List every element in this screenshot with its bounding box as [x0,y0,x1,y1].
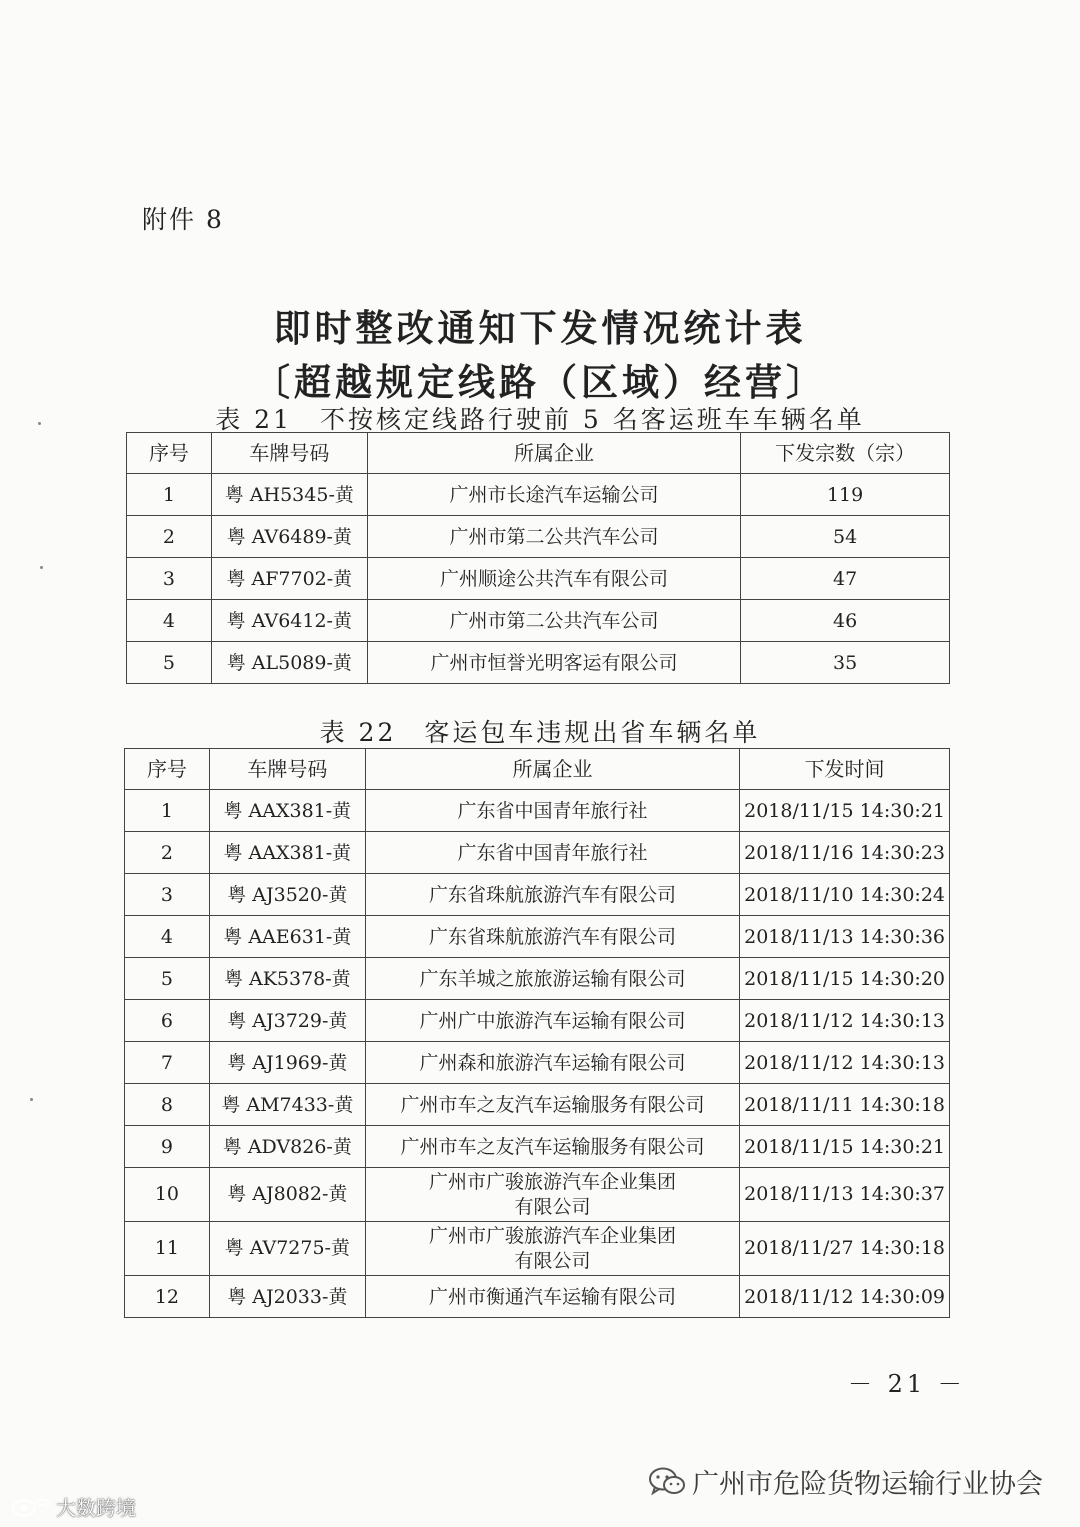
company-name: 广州市恒誉光明客运有限公司 [367,642,740,684]
table-header-row [127,433,950,474]
row-index: 2 [127,516,212,558]
plate-number: 粤 AL5089-黄 [211,642,367,684]
plate-number: 粤 AM7433-黄 [209,1084,365,1126]
table-row [125,1042,950,1084]
value-cell: 2018/11/15 14:30:20 [740,958,950,1000]
row-index: 3 [127,558,212,600]
scan-speck [38,422,41,425]
table-row [127,600,950,642]
row-index: 11 [125,1222,210,1276]
header-cell: 所属企业 [367,433,740,474]
table-row [127,642,950,684]
plate-number: 粤 AJ2033-黄 [209,1276,365,1318]
plate-number: 粤 AJ3729-黄 [209,1000,365,1042]
scan-speck [40,566,43,569]
table-header-row [125,749,950,790]
table-row [127,558,950,600]
row-index: 8 [125,1084,210,1126]
company-name: 广州市广骏旅游汽车企业集团 有限公司 [365,1222,739,1276]
table-row [125,1000,950,1042]
header-cell: 下发宗数（宗） [741,433,950,474]
value-cell: 2018/11/11 14:30:18 [740,1084,950,1126]
row-index: 4 [127,600,212,642]
wechat-icon [648,1466,686,1498]
plate-number: 粤 ADV826-黄 [209,1126,365,1168]
value-cell: 54 [741,516,950,558]
header-cell: 车牌号码 [209,749,365,790]
table-row [125,832,950,874]
value-cell: 2018/11/10 14:30:24 [740,874,950,916]
company-name: 广州广中旅游汽车运输有限公司 [365,1000,739,1042]
header-cell: 下发时间 [740,749,950,790]
plate-number: 粤 AAX381-黄 [209,790,365,832]
row-index: 2 [125,832,210,874]
company-name: 广州顺途公共汽车有限公司 [367,558,740,600]
row-index: 10 [125,1168,210,1222]
company-name: 广州市广骏旅游汽车企业集团 有限公司 [365,1168,739,1222]
company-name: 广州森和旅游汽车运输有限公司 [365,1042,739,1084]
table-row [127,516,950,558]
row-index: 7 [125,1042,210,1084]
company-name: 广东省中国青年旅行社 [365,832,739,874]
value-cell: 47 [741,558,950,600]
table-row [125,958,950,1000]
row-index: 5 [125,958,210,1000]
row-index: 5 [127,642,212,684]
row-index: 1 [125,790,210,832]
company-name: 广东省中国青年旅行社 [365,790,739,832]
table22 [124,748,950,1318]
value-cell: 2018/11/13 14:30:37 [740,1168,950,1222]
source-name: 大数跨境 [56,1496,136,1520]
row-index: 4 [125,916,210,958]
table-row [125,1084,950,1126]
page-title: 即时整改通知下发情况统计表 [273,306,807,350]
value-cell: 2018/11/15 14:30:21 [740,1126,950,1168]
wechat-watermark [648,1462,1043,1501]
plate-number: 粤 AJ3520-黄 [209,874,365,916]
value-cell: 2018/11/13 14:30:36 [740,916,950,958]
company-name: 广州市第二公共汽车公司 [367,600,740,642]
value-cell: 119 [741,474,950,516]
company-name: 广东省珠航旅游汽车有限公司 [365,916,739,958]
table-row [125,1126,950,1168]
plate-number: 粤 AJ1969-黄 [209,1042,365,1084]
header-cell: 序号 [127,433,212,474]
row-index: 9 [125,1126,210,1168]
value-cell: 2018/11/16 14:30:23 [740,832,950,874]
company-name: 广州市车之友汽车运输服务有限公司 [365,1126,739,1168]
row-index: 3 [125,874,210,916]
scan-speck [30,1098,33,1101]
table21 [126,432,950,684]
company-name: 广东羊城之旅旅游运输有限公司 [365,958,739,1000]
company-name: 广州市长途汽车运输公司 [367,474,740,516]
table-row [125,874,950,916]
header-cell: 所属企业 [365,749,739,790]
wechat-account-name: 广州市危险货物运输行业协会 [692,1469,1043,1500]
table-row [125,790,950,832]
page-number: － 21 － [848,1370,966,1398]
row-index: 12 [125,1276,210,1318]
table22-caption: 表 22 客运包车违规出省车辆名单 [319,718,761,747]
table-row [125,1276,950,1318]
plate-number: 粤 AV6412-黄 [211,600,367,642]
value-cell: 2018/11/12 14:30:13 [740,1000,950,1042]
plate-number: 粤 AV7275-黄 [209,1222,365,1276]
plate-number: 粤 AV6489-黄 [211,516,367,558]
plate-number: 粤 AAX381-黄 [209,832,365,874]
header-cell: 序号 [125,749,210,790]
plate-number: 粤 AH5345-黄 [211,474,367,516]
plate-number: 粤 AAE631-黄 [209,916,365,958]
company-name: 广州市第二公共汽车公司 [367,516,740,558]
row-index: 6 [125,1000,210,1042]
table-row [125,916,950,958]
value-cell: 2018/11/15 14:30:21 [740,790,950,832]
table-row [125,1222,950,1276]
value-cell: 2018/11/12 14:30:13 [740,1042,950,1084]
source-watermark [10,1492,136,1521]
value-cell: 35 [741,642,950,684]
value-cell: 2018/11/12 14:30:09 [740,1276,950,1318]
plate-number: 粤 AK5378-黄 [209,958,365,1000]
company-name: 广州市车之友汽车运输服务有限公司 [365,1084,739,1126]
plate-number: 粤 AJ8082-黄 [209,1168,365,1222]
company-name: 广州市衡通汽车运输有限公司 [365,1276,739,1318]
table-row [127,474,950,516]
value-cell: 46 [741,600,950,642]
table21-caption: 表 21 不按核定线路行驶前 5 名客运班车车辆名单 [215,405,865,434]
table-row [125,1168,950,1222]
attachment-label: 附件 8 [142,205,224,234]
plate-number: 粤 AF7702-黄 [211,558,367,600]
page-subtitle: 〔超越规定线路（区域）经营〕 [253,360,827,404]
value-cell: 2018/11/27 14:30:18 [740,1222,950,1276]
company-name: 广东省珠航旅游汽车有限公司 [365,874,739,916]
header-cell: 车牌号码 [211,433,367,474]
weibo-eye-icon [10,1496,52,1518]
row-index: 1 [127,474,212,516]
